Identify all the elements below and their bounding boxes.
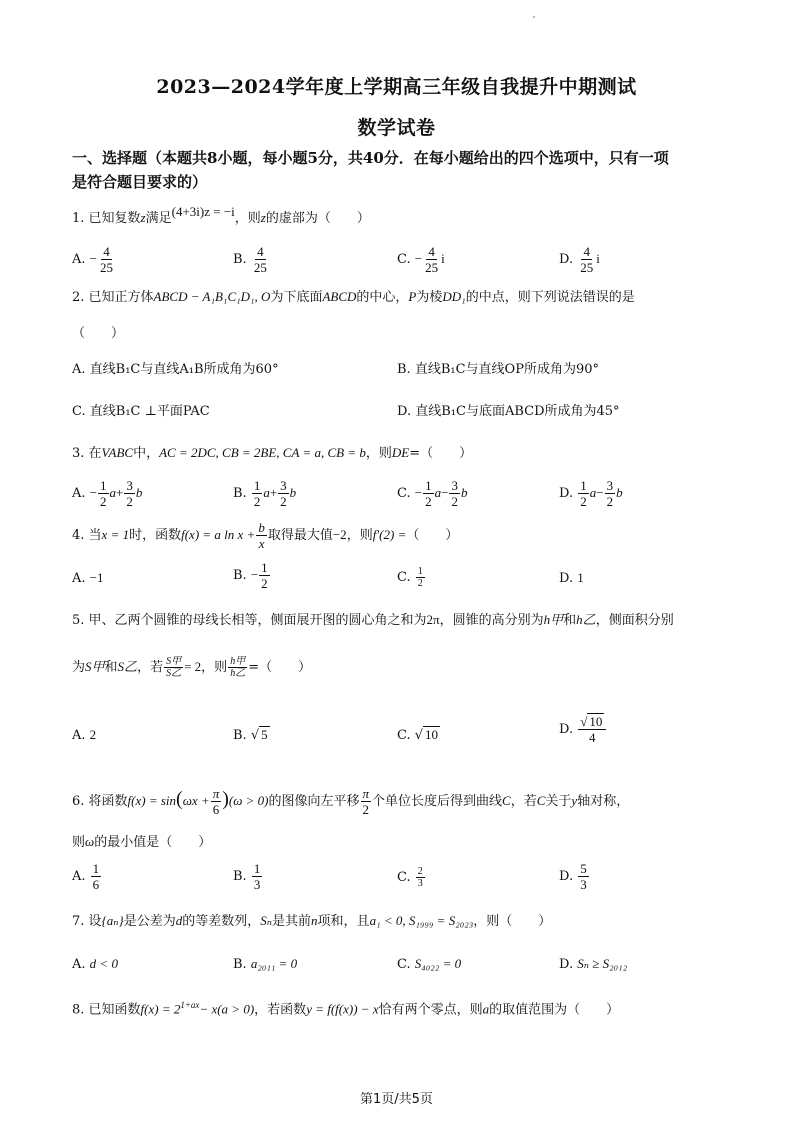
q4-option-c[interactable]: C. $\frac{1}{2}$ — [397, 566, 423, 589]
section-heading-line2: 是符合题目要求的） — [72, 173, 208, 191]
q1-option-b[interactable]: B. $\frac{4}{25}$ — [233, 244, 267, 275]
q3-vector-conditions: AC = 2DC, CB = 2BE, CA = a, CB = b — [159, 445, 366, 460]
question-6-stem-line1: 6. 将函数f(x) = sin(ωx + $\frac{\pi}{6}$ )(ω > 0)的图像向左平移 $\frac{\pi}{2}$ 个单位长度后得到曲线C，若C关于y轴对称， — [72, 786, 630, 817]
q5-option-b[interactable]: B. √ 5 — [233, 727, 268, 743]
question-2-stem: 2. 已知正方体ABCD − A₁B₁C₁D₁, O为下底面ABCD的中心，P为棱DD₁的中点，则下列说法错误的是 — [72, 289, 635, 305]
q6-option-c[interactable]: C. $\frac{2}{3}$ — [397, 866, 423, 889]
q1-equation: (4+3i)z = −i — [171, 204, 235, 219]
question-4-stem: 4. 当x = 1时，函数f(x) = a ln x + $\frac{b}{x}$ 取得最大值−2，则f′(2) =（ ） — [72, 520, 459, 551]
question-1-stem: 1. 已知复数z满足(4+3i)z = −i，则z的虚部为（ ） — [72, 204, 370, 226]
q2-option-b[interactable]: B. 直线B₁C与直线OP所成角为90° — [397, 362, 599, 377]
q7-option-b[interactable]: B. a₂₀₁₁ = 0 — [233, 956, 298, 972]
question-5-stem-line1: 5. 甲、乙两个圆锥的母线长相等，侧面展开图的圆心角之和为2π，圆锥的高分别为h甲和h乙，侧面积分别 — [72, 612, 674, 628]
section-heading — [72, 146, 732, 194]
q7-option-d[interactable]: D. Sₙ ≥ S₂₀₁₂ — [559, 956, 628, 972]
q6-option-a[interactable]: A. $\frac{1}{6}$ — [72, 861, 100, 892]
scan-dot — [533, 16, 535, 18]
q5-option-d[interactable]: D. $\frac{√ 10}{4}$ — [559, 714, 607, 745]
q2-option-a[interactable]: A. 直线B₁C与直线A₁B所成角为60° — [72, 362, 279, 377]
q3-option-c[interactable]: C. − $\frac{1}{2}$ a− $\frac{3}{2}$ b — [397, 478, 468, 509]
q2-option-c[interactable]: C. 直线B₁C ⊥平面PAC — [72, 404, 210, 419]
q4-option-a[interactable]: A. −1 — [72, 570, 104, 586]
q6-option-b[interactable]: B. $\frac{1}{3}$ — [233, 861, 261, 892]
q7-option-a[interactable]: A. d < 0 — [72, 956, 118, 972]
q4-option-d[interactable]: D. 1 — [559, 570, 584, 586]
question-2-blank: （ ） — [72, 326, 125, 341]
exam-subtitle: 数学试卷 — [357, 117, 436, 139]
q5-option-c[interactable]: C. √ 10 — [397, 727, 439, 743]
q3-option-d[interactable]: D. $\frac{1}{2}$ a− $\frac{3}{2}$ b — [559, 478, 623, 509]
q1-option-c[interactable]: C. − $\frac{4}{25}$ i — [397, 244, 445, 275]
exam-title: 2023—2024学年度上学期高三年级自我提升中期测试 — [156, 76, 637, 98]
question-8-stem: 8. 已知函数$f(x) = 2^{1+ax}- x(a > 0)$，若函数y = f(f(x)) − x恰有两个零点，则a的取值范围为（ ） — [72, 1000, 620, 1018]
q1-option-d[interactable]: D. $\frac{4}{25}$ i — [559, 244, 600, 275]
q2-option-d[interactable]: D. 直线B₁C与底面ABCD所成角为45° — [397, 404, 620, 419]
q1-option-a[interactable]: A. − $\frac{4}{25}$ — [72, 244, 114, 275]
q3-option-a[interactable]: A. − $\frac{1}{2}$ a+ $\frac{3}{2}$ b — [72, 478, 143, 509]
section-heading-line1: 一、选择题（本题共8小题，每小题5分，共40分．在每小题给出的四个选项中，只有一项 — [72, 149, 669, 167]
q4-option-b[interactable]: B. − $\frac{1}{2}$ — [233, 560, 268, 591]
q6-option-d[interactable]: D. $\frac{5}{3}$ — [559, 861, 587, 892]
page-footer: 第1页/共5页 — [360, 1092, 433, 1107]
question-3-stem: 3. 在VABC中，AC = 2DC, CB = 2BE, CA = a, CB = b，则DE=（ ） — [72, 445, 473, 461]
question-5-stem-line2: 为S甲和S乙，若 $\frac{\text{S甲}}{\text{S乙}}$ = 2，则 $\frac{\text{h甲}}{\text{h乙}}$ =（ ） — [72, 656, 312, 679]
question-7-stem: 7. 设{aₙ}是公差为d的等差数列，Sₙ是其前n项和，且a₁ < 0, S₁₉₉₉ = S₂₀₂₃，则（ ） — [72, 913, 552, 929]
question-6-stem-line2: 则ω的最小值是（ ） — [72, 834, 212, 850]
q5-option-a[interactable]: A. 2 — [72, 727, 97, 743]
q3-option-b[interactable]: B. $\frac{1}{2}$ a+ $\frac{3}{2}$ b — [233, 478, 297, 509]
q7-option-c[interactable]: C. S₄₀₂₂ = 0 — [397, 956, 462, 972]
